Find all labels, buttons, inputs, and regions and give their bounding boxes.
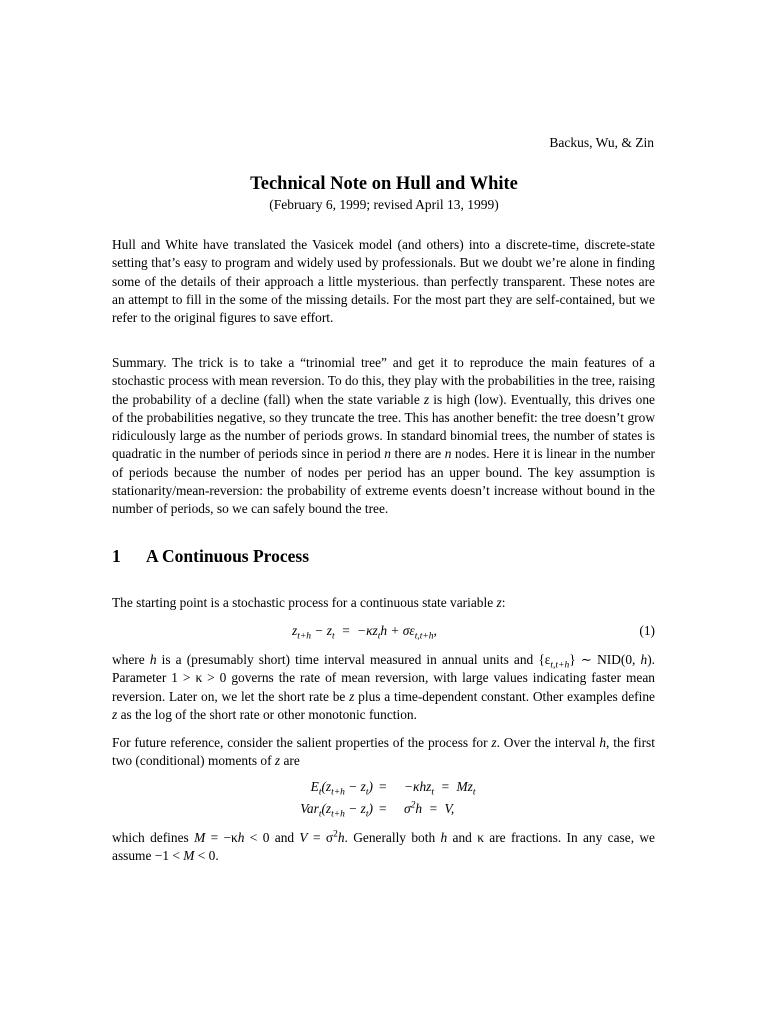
summary-text-4: nodes. Here it is linear in the number of periods because the number of nodes per period has an upper bound. The key assumption is stationarity/mean-reversion: the probability of extreme events doesn’t increase without bound in the number of periods, so we can safely bound the tree. xyxy=(112,446,655,517)
section-number: 1 xyxy=(112,546,121,566)
moment-mean-rhs: $-\kappa hz_t = Mz_t$ xyxy=(404,779,476,798)
section-title: A Continuous Process xyxy=(146,546,310,566)
moment-var-lhs: $Var_t(z_{t+h} - z_t)$ xyxy=(300,801,373,820)
lead-in-end: : xyxy=(501,595,506,610)
authors-line: Backus, Wu, & Zin xyxy=(549,135,654,150)
lead-in-var: z xyxy=(496,595,502,610)
future-paragraph: For future reference, consider the salient properties of the process for z. Over the interval h, the first two (conditional) moments of z are xyxy=(112,735,655,769)
intro-paragraph: Hull and White have translated the Vasicek model (and others) into a discrete-time, discrete-state setting that’s easy to program and widely used by professionals. But we doubt we’re alone in finding some of the details of their approach a little mysterious. than perfectly transparent. These notes are an attempt to fill in the some of the missing details. For the most part they are self-contained, but we refer to the original figures to save effort. xyxy=(112,237,655,326)
where-text-2: is a (presumably short) time interval measured in annual units and {ε xyxy=(156,652,551,667)
future-text-4: are xyxy=(280,753,300,769)
where-paragraph: where h is a (presumably short) time interval measured in annual units and $\{\varepsilon_{t,t+h}\}$ ∼ NID(0, h). Parameter 1 > κ > 0 governs the rate of mean reversion, with large values indicating faster mean reversion. Later on, we let the short rate be z plus a time-dependent constant. Other examples define z as the log of the short rate or other monotonic function. xyxy=(112,652,655,722)
defines-text-2: . Generally both xyxy=(344,830,441,845)
moment-var-rhs: $\sigma^2h = V$, xyxy=(404,800,455,816)
summary-text-3: there are xyxy=(390,446,445,462)
where-text-6: as the log of the short rate or other monotonic function. xyxy=(117,706,417,722)
where-text-1: where xyxy=(112,652,150,667)
moment-mean-equals: = xyxy=(379,779,387,794)
lead-in-text: The starting point is a stochastic process for a continuous state variable xyxy=(112,595,497,610)
summary-paragraph xyxy=(112,354,655,519)
lead-in-paragraph xyxy=(112,594,655,612)
future-text-3: , the first two (conditional) moments of xyxy=(112,735,655,769)
where-text-3: } ∼ NID(0, xyxy=(569,652,641,667)
paper-dates: (February 6, 1999; revised April 13, 1999) xyxy=(269,197,499,212)
summary-text-1: Summary. The trick is to take a “trinomial tree” and get it to reproduce the main features of a stochastic process with mean reversion. To do this, they play with the probabilities in the tree, raising the probability of a decline (fall) when the state variable xyxy=(112,355,655,407)
summary-var-n: n xyxy=(384,446,391,462)
defines-text-3: and κ are fractions. In any case, we assume −1 < xyxy=(112,830,656,864)
paper-title: Technical Note on Hull and White xyxy=(250,174,518,194)
moment-mean-lhs: $E_t(z_{t+h} - z_t)$ xyxy=(310,779,373,798)
defines-and: and xyxy=(269,830,300,845)
defines-text-4: < 0. xyxy=(194,848,219,864)
defines-paragraph: which defines M = −κh < 0 and $V = \sigma^2h$. Generally both h and κ are fractions. In any case, we assume −1 < M < 0. xyxy=(112,829,656,864)
section-heading xyxy=(112,546,309,567)
equation-1-tag: (1) xyxy=(639,623,655,638)
summary-var-z: z xyxy=(423,391,430,407)
future-text-2: . Over the interval xyxy=(496,735,600,750)
var-h: h xyxy=(149,652,157,667)
future-text-1: For future reference, consider the salient properties of the process for xyxy=(112,735,492,750)
where-text-5: plus a time-dependent constant. Other examples define xyxy=(354,688,655,704)
summary-text-2: is high (low). Eventually, this drives one of the probabilities negative, so they truncate the tree. This has another benefit: the tree doesn’t grow ridiculously large as the number of periods grows. In standard binomial trees, the number of states is quadratic in the number of periods since in period xyxy=(112,391,655,462)
equation-1-body: $z_{t+h} - z_t = -\kappa z_th + \sigma\varepsilon_{t,t+h}$, xyxy=(292,623,437,642)
defines-text-1: which defines xyxy=(112,830,195,845)
where-text-4: ). Parameter 1 > κ > 0 governs the rate of mean reversion, with large values indicating faster mean reversion. Later on, we let the short rate be xyxy=(112,652,655,704)
moment-var-equals: = xyxy=(379,801,387,816)
summary-var-n2: n xyxy=(444,446,452,462)
